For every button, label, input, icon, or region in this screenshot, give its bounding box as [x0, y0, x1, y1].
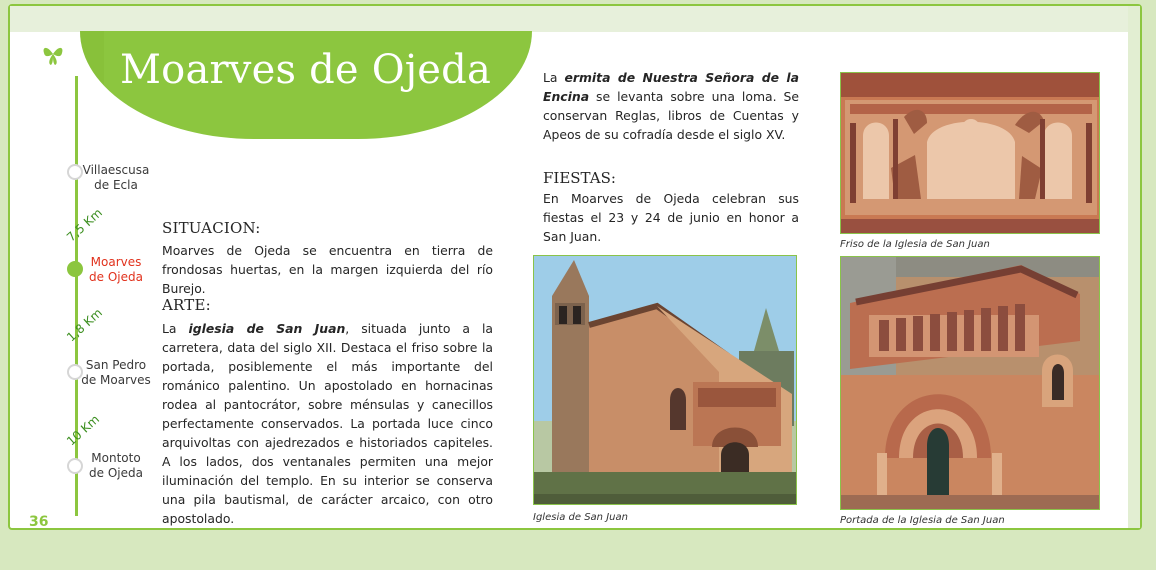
route-distance: 7,5 Km — [64, 205, 105, 245]
arte-body: , situada junto a la carretera, data del siglo XII. Destaca el friso sobre la portada, posiblemente el más importante del románico palentino. Un apostolado en hornacinas rodea al pantocrátor, sobre ménsulas y canecillos perfectamente conservados. La portada luce cinco arquivoltas con ajedrezados e historiados capiteles. A los lados, dos ventanales permiten una mejor iluminación del templo. En su interior se conserva una pila bautismal, de carácter arcaico, con otro apostolado. — [162, 321, 493, 526]
top-band — [10, 6, 1140, 32]
route-line — [75, 76, 78, 516]
ermita-text — [543, 68, 799, 144]
route-stop-villaescusa: Villaescusa de Ecla — [82, 163, 150, 192]
arte-heading: ARTE: — [162, 296, 211, 314]
church-illustration — [534, 256, 797, 505]
ermita-highlight: ermita de Nuestra Señora de la Encina — [543, 70, 799, 104]
arte-intro: La — [162, 321, 177, 336]
friso-caption: Friso de la Iglesia de San Juan — [840, 239, 990, 250]
portada-caption: Portada de la Iglesia de San Juan — [840, 515, 1005, 526]
route-stop-montoto: Montoto de Ojeda — [89, 451, 143, 480]
iglesia-caption: Iglesia de San Juan — [533, 512, 628, 523]
situacion-heading: SITUACION: — [162, 219, 261, 237]
route-stop-moarves: Moarves de Ojeda — [89, 255, 143, 284]
page-title: Moarves de Ojeda — [120, 47, 492, 93]
route-distance: 10 Km — [64, 412, 103, 449]
ermita-intro: La — [543, 70, 558, 85]
situacion-text: Moarves de Ojeda se encuentra en tierra de frondosas huertas, en la margen izquierda del río Burejo. — [162, 243, 493, 296]
iglesia-photo — [533, 255, 797, 505]
right-band — [1128, 6, 1140, 528]
ermita-body: se levanta sobre una loma. Se conservan Reglas, libros de Cuentas y Apeos de su cofradía desde el siglo XV. — [543, 89, 799, 142]
page-number: 36 — [29, 514, 49, 530]
portada-photo — [840, 256, 1100, 510]
route-distance: 1,8 Km — [64, 305, 105, 345]
route-stop-san-pedro: San Pedro de Moarves — [81, 358, 151, 387]
title-banner — [80, 31, 532, 139]
arte-text — [162, 319, 493, 528]
frieze-illustration — [841, 73, 1100, 234]
fiestas-heading: FIESTAS: — [543, 169, 616, 187]
arte-highlight: iglesia de San Juan — [188, 321, 346, 336]
brochure-page — [8, 4, 1142, 530]
fiestas-text: En Moarves de Ojeda celebran sus fiestas el 23 y 24 de junio en honor a San Juan. — [543, 191, 799, 244]
butterfly-leaf-icon — [41, 43, 65, 67]
portal-illustration — [841, 257, 1100, 510]
friso-photo — [840, 72, 1100, 234]
